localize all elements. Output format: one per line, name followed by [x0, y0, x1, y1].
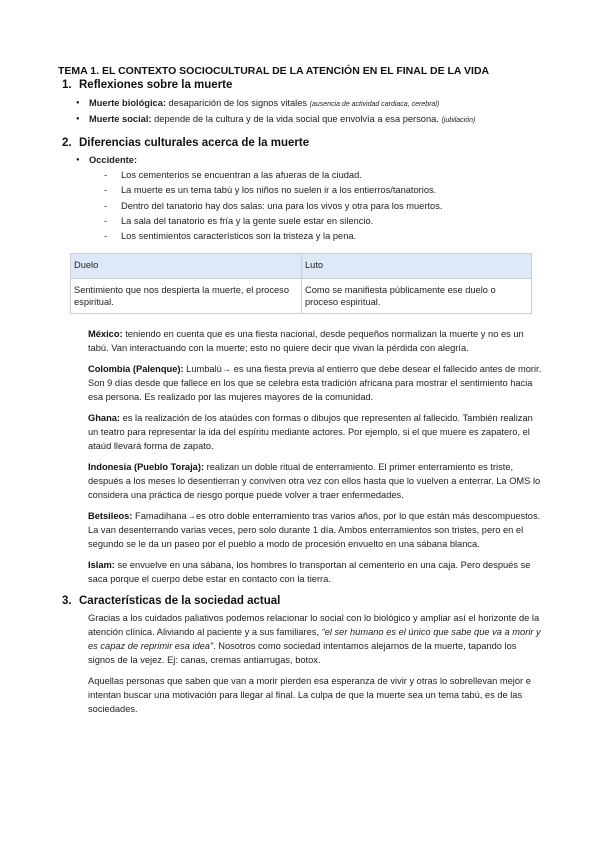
paragraph-text: teniendo en cuenta que es una fiesta nacional, desde pequeños normalizan la muerte y no es un tabú. Van interactuando con la muerte; esto no quiere decir que vivan la pérdida con alegría. — [88, 329, 524, 354]
table-cell: Sentimiento que nos despierta la muerte, el proceso espiritual. — [71, 279, 302, 314]
section-title: Reflexiones sobre la muerte — [79, 79, 233, 91]
table-header-cell: Duelo — [71, 254, 302, 279]
paragraph — [88, 558, 543, 586]
section-3-heading — [58, 594, 543, 609]
section-title: Características de la sociedad actual — [79, 595, 281, 608]
item-text: depende de la cultura y de la vida social que envolvía a esa persona. — [151, 114, 442, 124]
document-title: TEMA 1. EL CONTEXTO SOCIOCULTURAL DE LA ATENCIÓN EN EL FINAL DE LA VIDA — [58, 65, 490, 77]
paragraph-text: Famadihana→es otro doble enterramiento tras varios años, por lo que están más descompuestos. La van desenterrando varias veces, pero solo durante 1 día. Ambos enterramientos son tristes, pero en el segundo se le da un paseo por el pueblo a modo de procesión envuelto en una sábana blanca. — [88, 511, 541, 550]
paragraph-text: se envuelve en una sábana, los hombres lo transportan al cementerio en una caja. Pero después se saca porque el cuerpo debe estar en contacto con la tierra. — [88, 560, 531, 585]
paragraph: Aquellas personas que saben que van a morir pierden esa esperanza de vivir y otras lo sobrellevan mejor e intentan buscar una motivación para llegar al final. La culpa de que la muerte sea un tema tabú, es de las sociedades. — [88, 676, 531, 715]
list-item — [80, 112, 543, 128]
term: Colombia (Palenque): — [88, 364, 184, 375]
table-row — [71, 279, 532, 314]
paragraph — [88, 411, 543, 453]
section-1-heading — [58, 78, 543, 93]
item-note: (ausencia de actividad cardiaca, cerebral) — [309, 101, 440, 108]
paragraph — [88, 327, 543, 355]
term: Muerte social: — [89, 114, 152, 124]
list-item — [80, 96, 543, 112]
occidente-dash-list — [58, 168, 543, 244]
duelo-luto-table — [70, 253, 532, 314]
table-header-row — [71, 254, 532, 279]
section-number: 3. — [62, 595, 72, 608]
table-header-cell: Luto — [302, 254, 532, 279]
paragraph — [88, 362, 543, 404]
section-number: 2. — [62, 137, 72, 149]
item-note: (jubilación) — [441, 117, 476, 124]
list-item — [80, 153, 543, 167]
item-text: desaparición de los signos vitales — [165, 98, 310, 108]
paragraph-text: realizan un doble ritual de enterramiento. El primer enterramiento es triste, después a los meses lo desentierran y conviven otra vez con ellos hasta que lo vuelven a enterrar. La OMS lo considera una práctica de riesgo porque puede volver a traer enfermedades. — [88, 462, 541, 501]
quote: “el ser humano es el único que sabe que va a morir y es capaz de reprimir esa idea” — [88, 627, 541, 652]
paragraph — [88, 611, 543, 667]
paragraph — [88, 509, 543, 551]
term: Islam: — [88, 560, 115, 571]
occidente-label: Occidente: — [89, 155, 138, 165]
paragraph-text: . Nosotros como sociedad intentamos alejarnos de la muerte, tapando los signos de la vejez. Ej: canas, cremas antiarrugas, botox. — [88, 641, 517, 666]
section-1-list — [58, 96, 543, 128]
culture-paragraphs — [58, 327, 543, 586]
paragraph-text: es la realización de los ataúdes con formas o dibujos que representen al fallecido. También realizan un teatro para representar la ida del espíritu mediante actores. Por ejemplo, si el que muere es zapatero, el ataúd llevará forma de zapato. — [88, 413, 533, 452]
dash-item: - Dentro del tanatorio hay dos salas: una para los vivos y otra para los muertos. — [102, 199, 543, 214]
term: Ghana: — [88, 413, 121, 424]
section-number: 1. — [62, 79, 72, 91]
section-title: Diferencias culturales acerca de la muerte — [79, 137, 310, 149]
paragraph-text: Gracias a los cuidados paliativos podemos relacionar lo social con lo biológico y ampliar así el horizonte de la atención clínica. Aliviando al paciente y a sus familiares, — [88, 613, 540, 638]
term: Muerte biológica: — [89, 98, 166, 108]
section-2-heading — [58, 136, 543, 151]
dash-item: - La sala del tanatorio es fría y la gente suele estar en silencio. — [102, 214, 543, 229]
table-cell: Como se manifiesta públicamente ese duelo o proceso espiritual. — [302, 279, 532, 314]
document-page — [58, 64, 543, 723]
paragraph-text: Lumbalú→ es una fiesta previa al entierro que debe desear el fallecido antes de morir. Son 9 días desde que fallece en los que se celebra esta tradición africana para mostrar el sentimiento hacia esa persona. Es realizado por las mujeres mayores de la comunidad. — [88, 364, 542, 403]
dash-item: - La muerte es un tema tabú y los niños no suelen ir a los entierros/tanatorios. — [102, 183, 543, 198]
paragraph — [88, 460, 543, 502]
dash-item: - Los cementerios se encuentran a las afueras de la ciudad. — [102, 168, 543, 183]
term: México: — [88, 329, 123, 340]
section-2-list — [58, 153, 543, 167]
dash-item: - Los sentimientos característicos son la tristeza y la pena. — [102, 229, 543, 244]
term: Indonesia (Pueblo Toraja): — [88, 462, 205, 473]
term: Betsileos: — [88, 511, 133, 522]
